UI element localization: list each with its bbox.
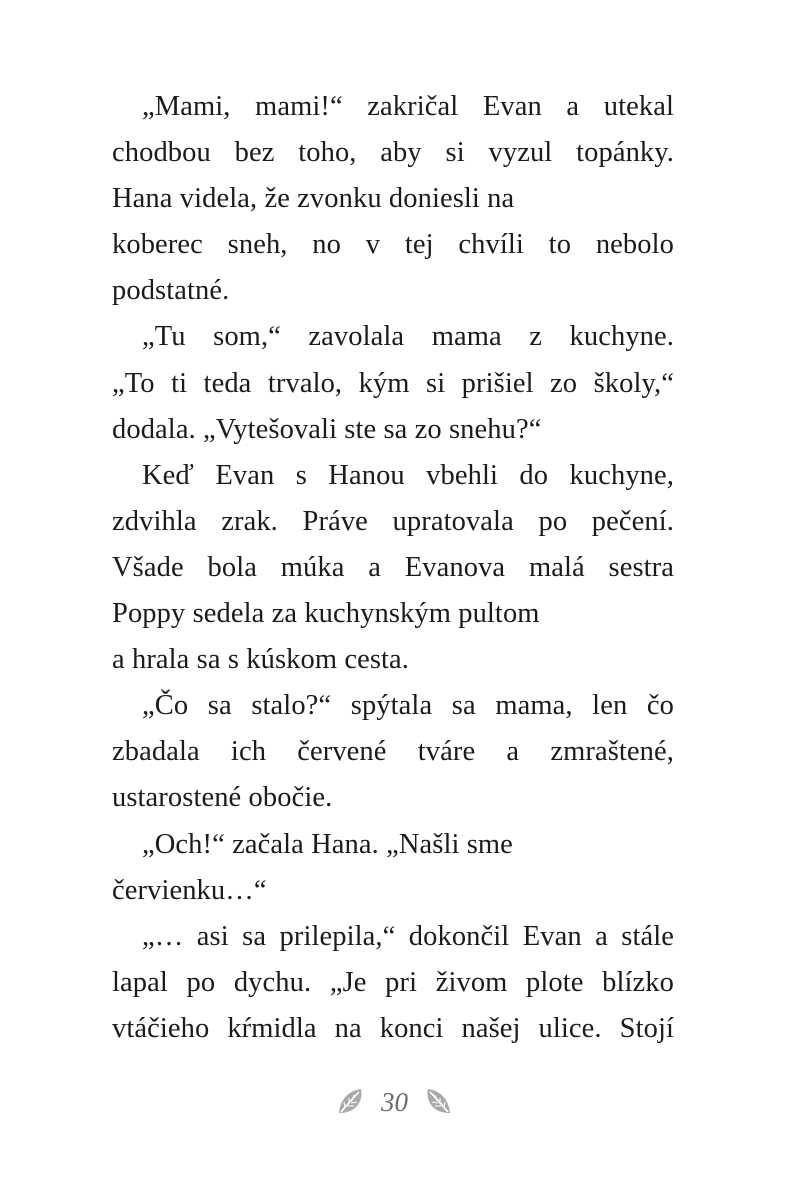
text-line: koberec sneh, no v tej chvíli to nebolo — [112, 229, 674, 261]
text-line: lapal po dychu. „Je pri živom plote blízko — [112, 966, 674, 998]
leaf-icon — [335, 1085, 369, 1119]
text-line: dodala. „Vytešovali ste sa zo snehu?“ — [112, 413, 542, 445]
text-line: „Mami, mami!“ zakričal Evan a utekal — [142, 91, 674, 122]
text-line: chodbou bez toho, aby si vyzul topánky. — [112, 137, 674, 169]
leaf-icon — [420, 1085, 454, 1119]
text-line: „Och!“ začala Hana. „Našli sme — [142, 828, 513, 860]
text-line: červienku…“ — [112, 874, 267, 906]
text-line: Všade bola múka a Evanova malá sestra — [112, 551, 674, 583]
page-footer — [0, 1082, 789, 1122]
text-line: „Tu som,“ zavolala mama z kuchyne. — [142, 321, 674, 353]
text-line: „… asi sa prilepila,“ dokončil Evan a stále — [142, 920, 674, 952]
text-line: zdvihla zrak. Práve upratovala po pečení. — [112, 505, 674, 537]
text-line: Keď Evan s Hanou vbehli do kuchyne, — [142, 459, 674, 491]
text-line: Hana videla, že zvonku doniesli na — [112, 183, 515, 215]
text-line: ustarostené obočie. — [112, 782, 333, 814]
text-line: a hrala sa s kúskom cesta. — [112, 644, 410, 676]
text-line: „Čo sa stalo?“ spýtala sa mama, len čo — [142, 690, 674, 722]
page-number: 30 — [381, 1087, 408, 1117]
text-line: zbadala ich červené tváre a zmraštené, — [112, 736, 674, 768]
body-text — [112, 84, 674, 1052]
text-line: vtáčieho kŕmidla na konci našej ulice. Stojí — [112, 1012, 674, 1044]
text-line: podstatné. — [112, 275, 230, 307]
text-line: „To ti teda trvalo, kým si prišiel zo školy,“ — [112, 367, 674, 399]
text-line: Poppy sedela za kuchynským pultom — [112, 598, 540, 630]
